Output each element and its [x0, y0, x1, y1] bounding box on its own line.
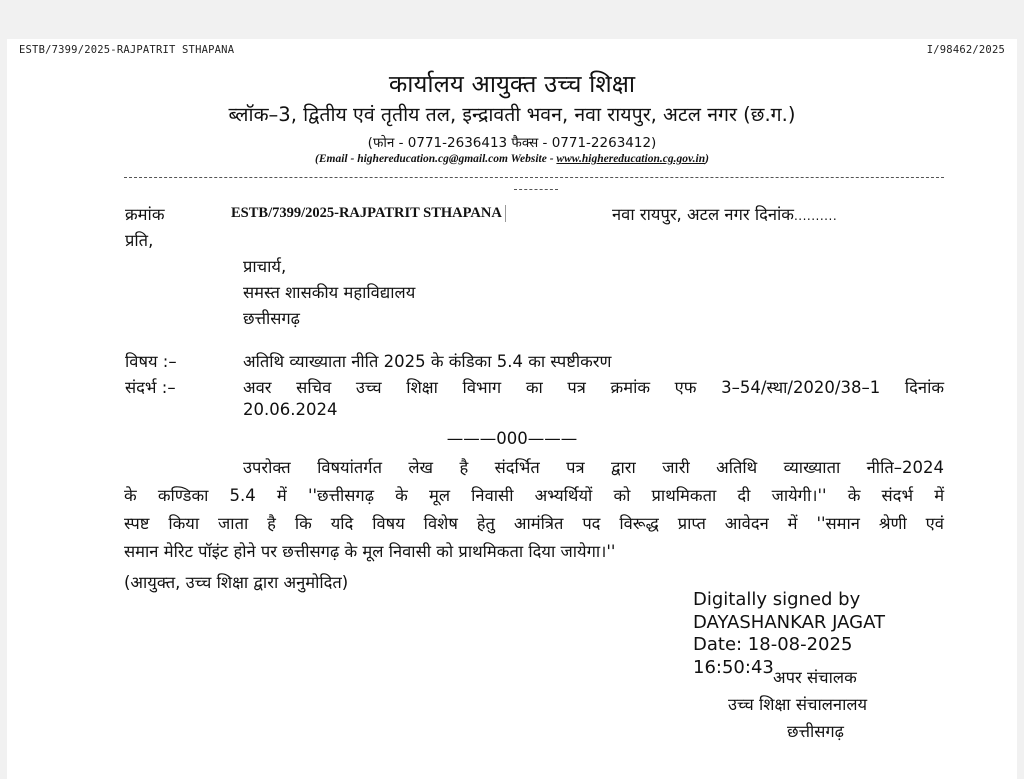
body-line-2: के कण्डिका 5.4 में ''छत्तीसगढ़ के मूल निवासी अभ्यर्थियों को प्राथमिकता दी जायेगी।'' के संदर्भ में — [124, 486, 945, 505]
header-right-code: I/98462/2025 — [926, 44, 1005, 56]
signature-line-2: DAYASHANKAR JAGAT — [693, 611, 885, 633]
office-title: कार्यालय आयुक्त उच्च शिक्षा — [388, 70, 636, 98]
kramank-label: क्रमांक — [125, 205, 165, 224]
subject-text: अतिथि व्याख्याता नीति 2025 के कंडिका 5.4 का स्पष्टीकरण — [243, 352, 612, 371]
office-address: ब्लॉक–3, द्वितीय एवं तृतीय तल, इन्द्रावती भवन, नवा रायपुर, अटल नगर (छ.ग.) — [228, 103, 796, 126]
header-left-code: ESTB/7399/2025-RAJPATRIT STHAPANA — [19, 44, 235, 56]
recipient-line-1: प्राचार्य, — [243, 257, 287, 276]
digital-signature — [693, 589, 885, 679]
email-suffix: ) — [705, 153, 709, 165]
signatory-department: उच्च शिक्षा संचालनालय — [728, 695, 868, 714]
signatory-state: छत्तीसगढ़ — [787, 722, 844, 741]
place-date-text: नवा रायपुर, अटल नगर दिनांक — [612, 205, 794, 224]
recipient-line-3: छत्तीसगढ़ — [243, 309, 300, 328]
header-divider — [124, 177, 944, 178]
kramank-value: ESTB/7399/2025-RAJPATRIT STHAPANA — [231, 205, 506, 222]
signature-line-4: 16:50:43 — [693, 656, 774, 678]
date-dots: .......... — [793, 209, 838, 223]
reference-line-1: अवर सचिव उच्च शिक्षा विभाग का पत्र क्रमांक एफ 3–54/स्था/2020/38–1 दिनांक — [243, 378, 945, 397]
body-line-1: उपरोक्त विषयांतर्गत लेख है संदर्भित पत्र द्वारा जारी अतिथि व्याख्याता नीति–2024 — [243, 458, 944, 477]
website-link[interactable]: www.highereducation.cg.gov.in — [556, 153, 706, 165]
email-prefix: (Email - highereducation.cg@gmail.com Website - — [315, 153, 557, 165]
subject-label: विषय :– — [125, 352, 177, 371]
approval-note: (आयुक्त, उच्च शिक्षा द्वारा अनुमोदित) — [124, 573, 349, 592]
reference-label: संदर्भ :– — [125, 378, 176, 397]
prati-label: प्रति, — [125, 231, 154, 250]
body-line-3: स्पष्ट किया जाता है कि यदि विषय विशेष हेतु आमंत्रित पद विरूद्ध प्राप्त आवेदन में ''समान श्रेणी एवं — [124, 514, 944, 533]
office-email-line — [7, 153, 1017, 165]
header-divider-short — [514, 189, 558, 190]
place-date — [612, 202, 837, 225]
reference-line-2: 20.06.2024 — [243, 400, 338, 419]
signatory-designation: अपर संचालक — [773, 668, 857, 687]
signature-line-1: Digitally signed by — [693, 589, 861, 610]
signature-line-3: Date: 18-08-2025 — [693, 634, 853, 655]
office-contact: (फोन - 0771-2636413 फैक्स - 0771-2263412) — [367, 135, 657, 151]
body-line-4: समान मेरिट पॉइंट होने पर छत्तीसगढ़ के मूल निवासी को प्राथमिकता दिया जायेगा।'' — [124, 542, 616, 561]
document-page — [7, 39, 1017, 779]
separator: ———000——— — [446, 429, 578, 448]
recipient-line-2: समस्त शासकीय महाविद्यालय — [243, 283, 416, 302]
